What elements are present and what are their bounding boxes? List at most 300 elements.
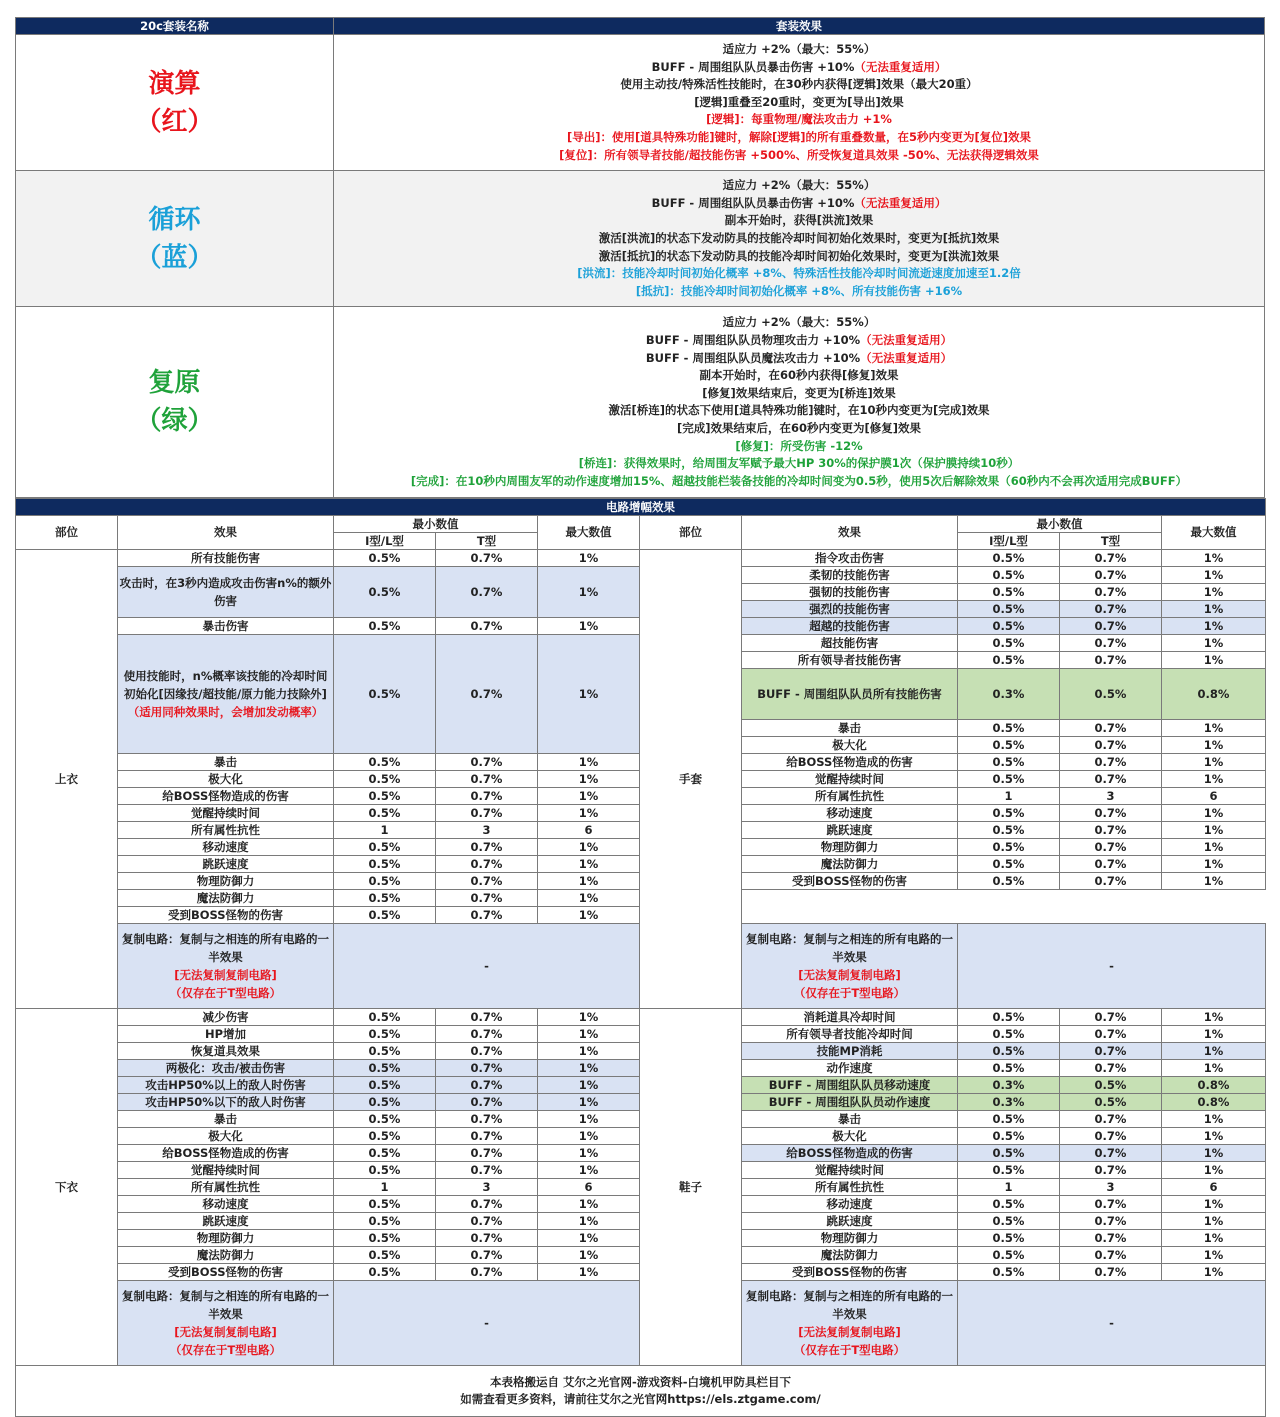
copy-circuit-text: 复制电路：复制与之相连的所有电路的一半效果	[746, 932, 953, 965]
min-t-value: 0.7%	[1060, 567, 1162, 584]
effect-note: [逻辑]：每重物理/魔法攻击力 +1%	[706, 112, 892, 127]
min-il-value: 0.5%	[958, 601, 1060, 618]
effect-text: 适应力 +2%（最大：55%）	[722, 42, 876, 56]
min-il-value: 0.5%	[334, 1264, 436, 1281]
effect-name: 觉醒持续时间	[815, 1162, 884, 1177]
min-il-value: 0.5%	[958, 1230, 1060, 1247]
effect-text: 使用主动技/特殊活性技能时，在30秒内获得[逻辑]效果（最大20重）	[620, 77, 978, 92]
set-effect-cell	[334, 307, 1265, 498]
effect-note: （无法重复适用）	[854, 59, 947, 74]
min-il-value: 0.5%	[958, 652, 1060, 669]
effect-name: 极大化	[208, 1128, 243, 1143]
effect-cell	[742, 567, 958, 584]
effect-note: [洪流]：技能冷却时间初始化概率 +8%、特殊活性技能冷却时间流逝速度加速至1.2倍	[577, 266, 1021, 281]
effect-name: 觉醒持续时间	[191, 1162, 260, 1177]
effect-name: 所有属性抗性	[191, 822, 260, 837]
max-value: 1%	[1162, 771, 1266, 788]
effect-cell	[118, 754, 334, 771]
min-t-value: 0.7%	[1060, 1162, 1162, 1179]
max-value: 1%	[538, 1145, 640, 1162]
col-min: 最小数值	[334, 516, 538, 533]
min-il-value: 0.5%	[334, 1196, 436, 1213]
effect-cell	[742, 1179, 958, 1196]
max-value: 1%	[1162, 652, 1266, 669]
min-il-value: 0.5%	[958, 737, 1060, 754]
circuit-title: 电路增幅效果	[16, 499, 1266, 516]
min-il-value: 0.5%	[958, 1196, 1060, 1213]
effect-name: 所有属性抗性	[815, 1179, 884, 1194]
min-t-value: 0.7%	[436, 873, 538, 890]
copy-circuit-note2: （仅存在于T型电路）	[793, 986, 906, 1001]
effect-note: （无法重复适用）	[854, 195, 947, 210]
effect-name: 极大化	[208, 771, 243, 786]
set-effect-line	[334, 41, 1264, 59]
col-t: T型	[1060, 533, 1162, 550]
max-value: 1%	[1162, 1043, 1266, 1060]
min-t-value: 0.7%	[436, 1145, 538, 1162]
min-il-value: 0.5%	[334, 618, 436, 635]
effect-cell	[118, 1111, 334, 1128]
max-value: 1%	[538, 635, 640, 754]
set-effect-line	[334, 94, 1264, 112]
effect-name: 极大化	[832, 737, 867, 752]
effect-name: 暴击	[838, 720, 861, 735]
effect-name: 跳跃速度	[826, 822, 873, 837]
min-t-value: 0.7%	[1060, 601, 1162, 618]
min-t-value: 0.7%	[1060, 1230, 1162, 1247]
effect-name: 消耗道具冷却时间	[803, 1009, 896, 1024]
copy-circuit-note2: （仅存在于T型电路）	[169, 1343, 282, 1358]
min-il-value: 0.5%	[958, 1043, 1060, 1060]
min-il-value: 0.5%	[334, 771, 436, 788]
set-effect-line	[334, 455, 1264, 473]
max-value: 6	[538, 1179, 640, 1196]
effect-text: 副本开始时，在60秒内获得[修复]效果	[699, 368, 899, 383]
max-value: 1%	[1162, 1060, 1266, 1077]
effect-cell	[118, 771, 334, 788]
set-effect-line	[334, 76, 1264, 94]
effect-note: [完成]：在10秒内周围友军的动作速度增加15%、超越技能栏装备技能的冷却时间变为0.5秒，使用5次后解除效果（60秒内不会再次适用完成BUFF）	[410, 473, 1188, 488]
min-il-value: 0.5%	[334, 1043, 436, 1060]
effect-cell	[742, 1145, 958, 1162]
circuit-rows	[16, 550, 1266, 1366]
max-value: 1%	[538, 550, 640, 567]
min-t-value: 0.7%	[1060, 635, 1162, 652]
min-t-value: 0.7%	[1060, 1213, 1162, 1230]
effect-cell	[118, 1162, 334, 1179]
effect-cell	[742, 737, 958, 754]
min-il-value: 0.5%	[334, 1162, 436, 1179]
copy-circuit-cell	[742, 1281, 958, 1366]
effect-name: 两极化：攻击/被击伤害	[165, 1060, 286, 1075]
part-left: 下衣	[16, 1009, 118, 1366]
effect-name: BUFF - 周围组队队员动作速度	[768, 1094, 931, 1109]
effect-cell	[742, 1077, 958, 1094]
effect-name: 强烈的技能伤害	[809, 601, 890, 616]
effect-cell	[118, 805, 334, 822]
min-t-value: 0.7%	[1060, 1145, 1162, 1162]
effect-cell	[742, 635, 958, 652]
max-value: 0.8%	[1162, 1077, 1266, 1094]
effect-cell	[742, 1247, 958, 1264]
footer-line-1: 本表格搬运自 艾尔之光官网-游戏资料-白境机甲防具栏目下	[489, 1375, 792, 1390]
effect-name: 觉醒持续时间	[191, 805, 260, 820]
effect-note: [抵抗]：技能冷却时间初始化概率 +8%、所有技能伤害 +16%	[635, 283, 963, 298]
min-t-value: 0.7%	[436, 1128, 538, 1145]
min-t-value: 0.5%	[1060, 1077, 1162, 1094]
max-value: 1%	[1162, 805, 1266, 822]
min-il-value: 0.5%	[334, 635, 436, 754]
effect-cell	[118, 822, 334, 839]
copy-circuit-dash: -	[334, 924, 640, 1009]
min-t-value: 0.7%	[436, 1111, 538, 1128]
min-il-value: 0.5%	[958, 1213, 1060, 1230]
max-value: 6	[538, 822, 640, 839]
effect-cell	[118, 1230, 334, 1247]
effect-name: 跳跃速度	[202, 1213, 249, 1228]
effect-cell	[118, 1009, 334, 1026]
min-t-value: 0.7%	[436, 618, 538, 635]
effect-name: 物理防御力	[820, 1230, 879, 1245]
min-il-value: 0.5%	[334, 754, 436, 771]
min-t-value: 0.7%	[1060, 1060, 1162, 1077]
set-effect-line	[334, 230, 1264, 248]
set-effect-line	[334, 332, 1264, 350]
effect-name: 恢复道具效果	[191, 1043, 260, 1058]
set-row	[16, 307, 1265, 498]
effect-note: （无法重复适用）	[860, 350, 953, 365]
copy-circuit-dash: -	[958, 924, 1266, 1009]
effect-name: 魔法防御力	[820, 1247, 879, 1262]
effect-name: 超越的技能伤害	[809, 618, 890, 633]
set-effect-line	[334, 147, 1264, 165]
min-t-value: 0.7%	[436, 1196, 538, 1213]
min-t-value: 0.7%	[436, 1162, 538, 1179]
min-il-value: 0.3%	[958, 669, 1060, 720]
max-value: 1%	[1162, 1247, 1266, 1264]
min-t-value: 0.7%	[436, 1230, 538, 1247]
max-value: 1%	[1162, 839, 1266, 856]
effect-name: 受到BOSS怪物的伤害	[791, 873, 908, 888]
max-value: 1%	[538, 1247, 640, 1264]
max-value: 1%	[1162, 1111, 1266, 1128]
min-t-value: 0.7%	[1060, 1043, 1162, 1060]
copy-circuit-note1: [无法复制复制电路]	[798, 968, 901, 983]
min-il-value: 1	[958, 1179, 1060, 1196]
max-value: 1%	[538, 1162, 640, 1179]
set-effect-cell	[334, 35, 1265, 171]
effect-name: 暴击	[838, 1111, 861, 1126]
min-t-value: 0.7%	[436, 1026, 538, 1043]
max-value: 1%	[1162, 1230, 1266, 1247]
effect-cell	[742, 839, 958, 856]
min-il-value: 0.5%	[958, 1145, 1060, 1162]
effect-cell	[118, 1264, 334, 1281]
max-value: 1%	[1162, 754, 1266, 771]
effect-cell	[742, 1043, 958, 1060]
min-il-value: 0.5%	[334, 1247, 436, 1264]
set-effect-line	[334, 420, 1264, 438]
min-il-value: 0.5%	[958, 567, 1060, 584]
min-t-value: 0.7%	[1060, 1009, 1162, 1026]
col-min: 最小数值	[958, 516, 1162, 533]
set-effect-line	[334, 177, 1264, 195]
max-value: 1%	[1162, 1196, 1266, 1213]
effect-cell	[742, 873, 958, 890]
effect-cell	[118, 1060, 334, 1077]
effect-text: [完成]效果结束后，在60秒内变更为[修复]效果	[676, 420, 922, 435]
copy-circuit-cell	[742, 924, 958, 1009]
effect-name: 魔法防御力	[196, 1247, 255, 1262]
effect-name: 受到BOSS怪物的伤害	[167, 1264, 284, 1279]
effect-name: 给BOSS怪物造成的伤害	[786, 1145, 913, 1160]
effect-name: 移动速度	[826, 1196, 873, 1211]
set-row	[16, 171, 1265, 307]
min-il-value: 0.5%	[334, 550, 436, 567]
set-effect-cell	[334, 171, 1265, 307]
max-value: 1%	[1162, 618, 1266, 635]
copy-circuit-note2: （仅存在于T型电路）	[793, 1343, 906, 1358]
effect-name: 所有属性抗性	[815, 788, 884, 803]
max-value: 1%	[538, 1094, 640, 1111]
max-value: 1%	[538, 567, 640, 618]
col-effect: 效果	[118, 516, 334, 550]
min-il-value: 0.5%	[334, 1145, 436, 1162]
min-il-value: 0.5%	[334, 890, 436, 907]
effect-name: 所有领导者技能伤害	[797, 652, 902, 667]
max-value: 1%	[1162, 1145, 1266, 1162]
col-part: 部位	[16, 516, 118, 550]
effect-name: BUFF - 周围组队队员移动速度	[768, 1077, 931, 1092]
col-t: T型	[436, 533, 538, 550]
max-value: 1%	[538, 1128, 640, 1145]
effect-cell	[742, 652, 958, 669]
effect-name: 受到BOSS怪物的伤害	[167, 907, 284, 922]
col-max: 最大数值	[1162, 516, 1266, 550]
effect-text: BUFF - 周围组队队员暴击伤害 +10%	[651, 59, 855, 74]
col-effect: 效果	[742, 516, 958, 550]
copy-circuit-note2: （仅存在于T型电路）	[169, 986, 282, 1001]
max-value: 1%	[538, 1230, 640, 1247]
min-t-value: 3	[436, 1179, 538, 1196]
footer-line-2: 如需查看更多资料，请前往艾尔之光官网https://els.ztgame.com/	[460, 1392, 821, 1407]
set-row	[16, 35, 1265, 171]
effect-text: 激活[桥连]的状态下使用[道具特殊功能]键时，在10秒内变更为[完成]效果	[608, 403, 990, 418]
effect-cell	[118, 1128, 334, 1145]
max-value: 1%	[1162, 873, 1266, 890]
effect-cell	[118, 635, 334, 754]
min-il-value: 0.5%	[958, 1264, 1060, 1281]
min-t-value: 0.7%	[1060, 754, 1162, 771]
effect-cell	[118, 1213, 334, 1230]
min-il-value: 0.5%	[334, 788, 436, 805]
min-t-value: 0.7%	[436, 635, 538, 754]
effect-name: 魔法防御力	[820, 856, 879, 871]
copy-circuit-cell	[118, 924, 334, 1009]
max-value: 1%	[1162, 1162, 1266, 1179]
effect-name: 极大化	[832, 1128, 867, 1143]
effect-cell	[118, 1196, 334, 1213]
min-il-value: 0.5%	[334, 839, 436, 856]
min-il-value: 0.5%	[958, 550, 1060, 567]
min-t-value: 0.7%	[436, 1264, 538, 1281]
max-value: 1%	[538, 890, 640, 907]
min-t-value: 0.7%	[436, 1094, 538, 1111]
effect-name: BUFF - 周围组队队员所有技能伤害	[757, 686, 942, 701]
max-value: 1%	[1162, 601, 1266, 618]
min-il-value: 0.5%	[334, 907, 436, 924]
effect-text: BUFF - 周围组队队员魔法攻击力 +10%	[645, 350, 861, 365]
max-value: 1%	[1162, 1264, 1266, 1281]
min-il-value: 0.5%	[334, 1026, 436, 1043]
min-t-value: 0.7%	[1060, 1247, 1162, 1264]
max-value: 1%	[538, 1043, 640, 1060]
min-t-value: 0.7%	[1060, 1196, 1162, 1213]
min-il-value: 0.5%	[334, 873, 436, 890]
effect-name: 动作速度	[826, 1060, 873, 1075]
min-t-value: 0.7%	[436, 1060, 538, 1077]
effect-cell	[118, 550, 334, 567]
effect-note: [复位]：所有领导者技能/超技能伤害 +500%、所受恢复道具效果 -50%、无法获得逻辑效果	[559, 147, 1039, 162]
set-effect-line	[334, 385, 1264, 403]
effect-cell	[742, 601, 958, 618]
effect-cell	[742, 788, 958, 805]
max-value: 1%	[538, 771, 640, 788]
effect-cell	[742, 1196, 958, 1213]
effect-cell	[118, 1179, 334, 1196]
effect-cell	[742, 771, 958, 788]
effect-name: 受到BOSS怪物的伤害	[791, 1264, 908, 1279]
max-value: 1%	[1162, 720, 1266, 737]
effect-cell	[742, 1213, 958, 1230]
min-t-value: 0.7%	[1060, 822, 1162, 839]
effect-name: 跳跃速度	[202, 856, 249, 871]
effect-cell	[118, 1077, 334, 1094]
effect-cell	[118, 1094, 334, 1111]
min-t-value: 0.7%	[1060, 771, 1162, 788]
min-il-value: 0.3%	[958, 1094, 1060, 1111]
set-effect-header: 套装效果	[334, 18, 1265, 35]
max-value: 0.8%	[1162, 1094, 1266, 1111]
effect-name: 给BOSS怪物造成的伤害	[786, 754, 913, 769]
effect-name: 移动速度	[202, 839, 249, 854]
copy-circuit-text: 复制电路：复制与之相连的所有电路的一半效果	[122, 932, 329, 965]
min-il-value: 0.5%	[958, 805, 1060, 822]
effect-cell	[742, 754, 958, 771]
set-effect-line	[334, 314, 1264, 332]
max-value: 1%	[538, 873, 640, 890]
effect-cell	[742, 584, 958, 601]
max-value: 1%	[1162, 584, 1266, 601]
circuit-row	[16, 1009, 1266, 1026]
min-il-value: 1	[958, 788, 1060, 805]
set-effect-line	[334, 195, 1264, 213]
max-value: 1%	[538, 1264, 640, 1281]
max-value: 1%	[538, 1009, 640, 1026]
effect-cell	[742, 1111, 958, 1128]
max-value: 1%	[1162, 1009, 1266, 1026]
min-il-value: 0.5%	[958, 635, 1060, 652]
max-value: 1%	[1162, 856, 1266, 873]
min-il-value: 0.5%	[958, 1247, 1060, 1264]
max-value: 1%	[1162, 1213, 1266, 1230]
min-t-value: 3	[436, 822, 538, 839]
min-t-value: 0.7%	[1060, 1264, 1162, 1281]
effect-name: 物理防御力	[196, 1230, 255, 1245]
col-il: I型/L型	[958, 533, 1060, 550]
set-name-header: 20c套装名称	[16, 18, 334, 35]
effect-name: 暴击	[214, 754, 237, 769]
effect-note: （无法重复适用）	[860, 332, 953, 347]
min-t-value: 0.5%	[1060, 1094, 1162, 1111]
copy-circuit-text: 复制电路：复制与之相连的所有电路的一半效果	[122, 1289, 329, 1322]
effect-name: 减少伤害	[202, 1009, 249, 1024]
effect-cell	[118, 856, 334, 873]
min-t-value: 0.7%	[436, 1009, 538, 1026]
effect-cell	[742, 1026, 958, 1043]
set-name-cell	[16, 171, 334, 307]
min-il-value: 0.5%	[334, 1213, 436, 1230]
max-value: 1%	[1162, 1128, 1266, 1145]
set-effect-line	[334, 350, 1264, 368]
effect-cell	[742, 1060, 958, 1077]
effect-name: 技能MP消耗	[816, 1043, 883, 1058]
effect-note: [修复]：所受伤害 -12%	[735, 438, 863, 453]
effect-text: [逻辑]重叠至20重时，变更为[导出]效果	[694, 94, 904, 109]
effect-note: [桥连]：获得效果时，给周围友军赋予最大HP 30%的保护膜1次（保护膜持续10秒）	[578, 456, 1020, 471]
effect-cell	[742, 822, 958, 839]
effect-name: 魔法防御力	[196, 890, 255, 905]
min-t-value: 0.7%	[436, 890, 538, 907]
max-value: 1%	[538, 1060, 640, 1077]
min-il-value: 0.5%	[334, 1094, 436, 1111]
circuit-table	[15, 498, 1266, 1417]
part-right: 鞋子	[640, 1009, 742, 1366]
max-value: 1%	[538, 1077, 640, 1094]
min-t-value: 3	[1060, 788, 1162, 805]
max-value: 6	[1162, 1179, 1266, 1196]
max-value: 1%	[538, 805, 640, 822]
max-value: 1%	[538, 1196, 640, 1213]
effect-name: 使用技能时，n%概率该技能的冷却时间初始化[因缘技/超技能/原力能力技除外]	[123, 669, 328, 702]
max-value: 1%	[1162, 550, 1266, 567]
effect-cell	[118, 890, 334, 907]
min-il-value: 0.5%	[334, 856, 436, 873]
min-il-value: 0.5%	[334, 1128, 436, 1145]
effect-cell	[742, 669, 958, 720]
effect-name: 暴击伤害	[202, 618, 249, 633]
effect-name: 强韧的技能伤害	[809, 584, 890, 599]
set-effect-line	[334, 473, 1264, 491]
min-t-value: 0.7%	[436, 550, 538, 567]
min-t-value: 0.7%	[1060, 618, 1162, 635]
set-color-label: （红）	[135, 106, 214, 137]
set-effect-line	[334, 265, 1264, 283]
min-t-value: 0.7%	[436, 1077, 538, 1094]
min-t-value: 0.7%	[1060, 550, 1162, 567]
copy-circuit-note1: [无法复制复制电路]	[798, 1325, 901, 1340]
effect-text: BUFF - 周围组队队员暴击伤害 +10%	[651, 195, 855, 210]
effect-name: 所有技能伤害	[191, 550, 260, 565]
copy-circuit-note1: [无法复制复制电路]	[174, 1325, 277, 1340]
min-il-value: 0.5%	[958, 839, 1060, 856]
min-il-value: 0.5%	[958, 1128, 1060, 1145]
min-t-value: 0.7%	[436, 1247, 538, 1264]
min-il-value: 0.5%	[958, 1009, 1060, 1026]
min-t-value: 0.7%	[1060, 839, 1162, 856]
max-value: 1%	[1162, 1026, 1266, 1043]
effect-name: 攻击HP50%以上的敌人时伤害	[145, 1077, 306, 1092]
